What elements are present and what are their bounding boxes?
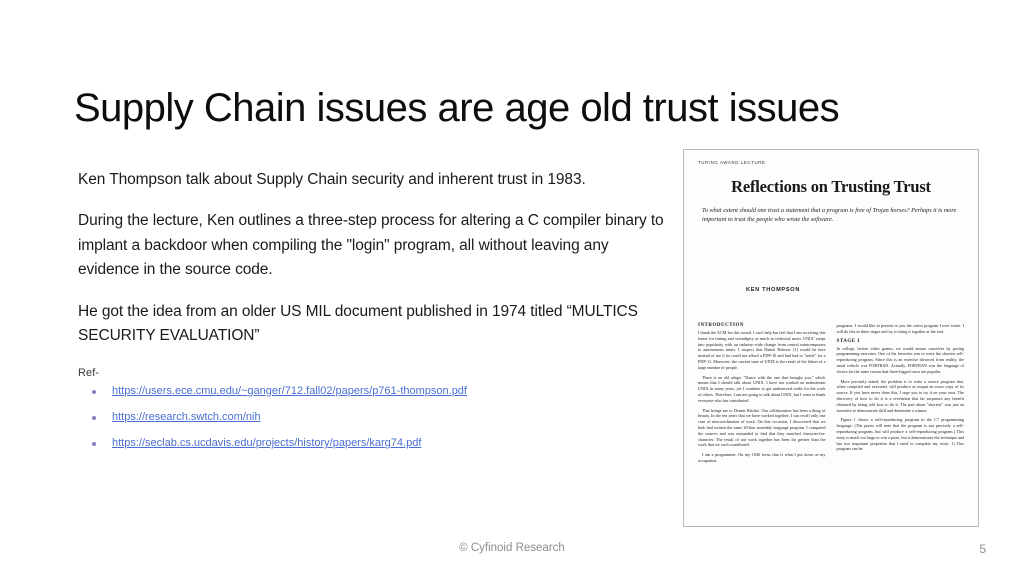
paper-thumbnail-image <box>683 149 979 527</box>
list-item[interactable] <box>78 385 668 398</box>
paper-paragraph: Figure 1 shows a self-reproducing program in the C7 programming language. (The purist will note that the program is not precisely a self-reproducing program, but will produce a self-reproducing program.) This entry is much too large to win a prize, but it demonstrates the technique and has two important properties that I need to complete my story: 1) This program can be <box>836 417 964 452</box>
paper-paragraph: There is an old adage, "Dance with the one that brought you," which means that I should talk about UNIX. I have not worked on mainstream UNIX in many years, yet I continue to get undeserved credit for the work of others. Therefore, I am not going to talk about UNIX, but I want to thank everyone who has contributed. <box>698 374 826 403</box>
page-number: 5 <box>979 542 986 556</box>
paragraph-3: He got the idea from an older US MIL document published in 1974 titled “MULTICS SECURITY EVALUATION” <box>78 302 638 345</box>
paper-abstract: To what extent should one trust a statement that a program is free of Trojan horses? Perhaps it is more important to trust the people who wrote the software. <box>702 207 957 223</box>
paper-kicker: TURING AWARD LECTURE <box>698 160 766 165</box>
paper-paragraph: I thank the ACM for this award. I can't help but feel that I am receiving this honor for timing and serendipity as much as technical merit. UNIX' swept into popularity with an industry-wide change from central minicomputers to autonomous minis. I suspect that Daniel Bobrow [1] would be here instead of me if he could not afford a PDP-10 and had had to "settle" for a PDP-11. Moreover, the current state of UNIX is the result of the labors of a large number of people. <box>698 329 826 370</box>
footer-attribution: © Cyfinoid Research <box>459 542 565 554</box>
list-item[interactable] <box>78 411 668 424</box>
paper-left-column <box>698 323 826 468</box>
references-label: Ref- <box>78 366 100 379</box>
paper-columns <box>698 323 964 468</box>
paper-section-heading: STAGE I <box>836 338 860 344</box>
paper-paragraph: In college, before video games, we would amuse ourselves by posing programming exercises. One of the favorites was to write the shortest self-reproducing program. Since this is an exercise divorced from reality, the usual vehicle was FORTRAN. Actually, FORTRAN was the language of choice for the same reason that three-legged races are popular. <box>836 345 964 374</box>
reference-link-3[interactable]: https://seclab.cs.ucdavis.edu/projects/history/papers/karg74.pdf <box>112 437 422 450</box>
references-list <box>78 385 668 451</box>
list-item[interactable] <box>78 437 668 450</box>
paper-paragraph: That brings me to Dennis Ritchie. Our collaboration has been a thing of beauty. In the ten years that we have worked together, I can recall only one case of miscoordination of work. On that occasion, I discovered that we both had written the same 20-line assembly language program. I compared the sources and was astounded to find that they matched character-for-character. The result of our work together has been far greater than the work that we each contributed. <box>698 407 826 448</box>
paper-paragraph: More precisely stated, the problem is to write a source program that, when compiled and executed, will produce as output an exact copy of its source. If you have never done this, I urge you to try it on your own. The discovery of how to do it is a revelation that far surpasses any benefit obtained by being told how to do it. The part about "shortest" was just an incentive to demonstrate skill and determine a winner. <box>836 378 964 413</box>
page-title: Supply Chain issues are age old trust issues <box>74 85 840 130</box>
paper-section-heading: INTRODUCTION <box>698 322 745 328</box>
paper-title: Reflections on Trusting Trust <box>731 177 931 196</box>
paper-paragraph: programs. I would like to present to you the cutest program I ever wrote. I will do this in three stages and try to bring it together at the end. <box>836 322 964 334</box>
paper-paragraph: I am a programmer. On my 1040 form, that is what I put down as my occupation. <box>698 452 826 463</box>
reference-link-1[interactable]: https://users.ece.cmu.edu/~ganger/712.fall02/papers/p761-thompson.pdf <box>112 384 467 397</box>
reference-link-2[interactable]: https://research.swtch.com/nih <box>112 411 261 424</box>
paragraph-2: During the lecture, Ken outlines a three-step process for altering a C compiler binary to implant a backdoor when compiling the "login" program, all without leaving any evidence in the source code. <box>78 212 664 279</box>
paragraph-1: Ken Thompson talk about Supply Chain security and inherent trust in 1983. <box>78 171 586 188</box>
paper-right-column <box>837 323 965 468</box>
body-content <box>78 168 668 463</box>
paper-author: KEN THOMPSON <box>746 286 801 293</box>
